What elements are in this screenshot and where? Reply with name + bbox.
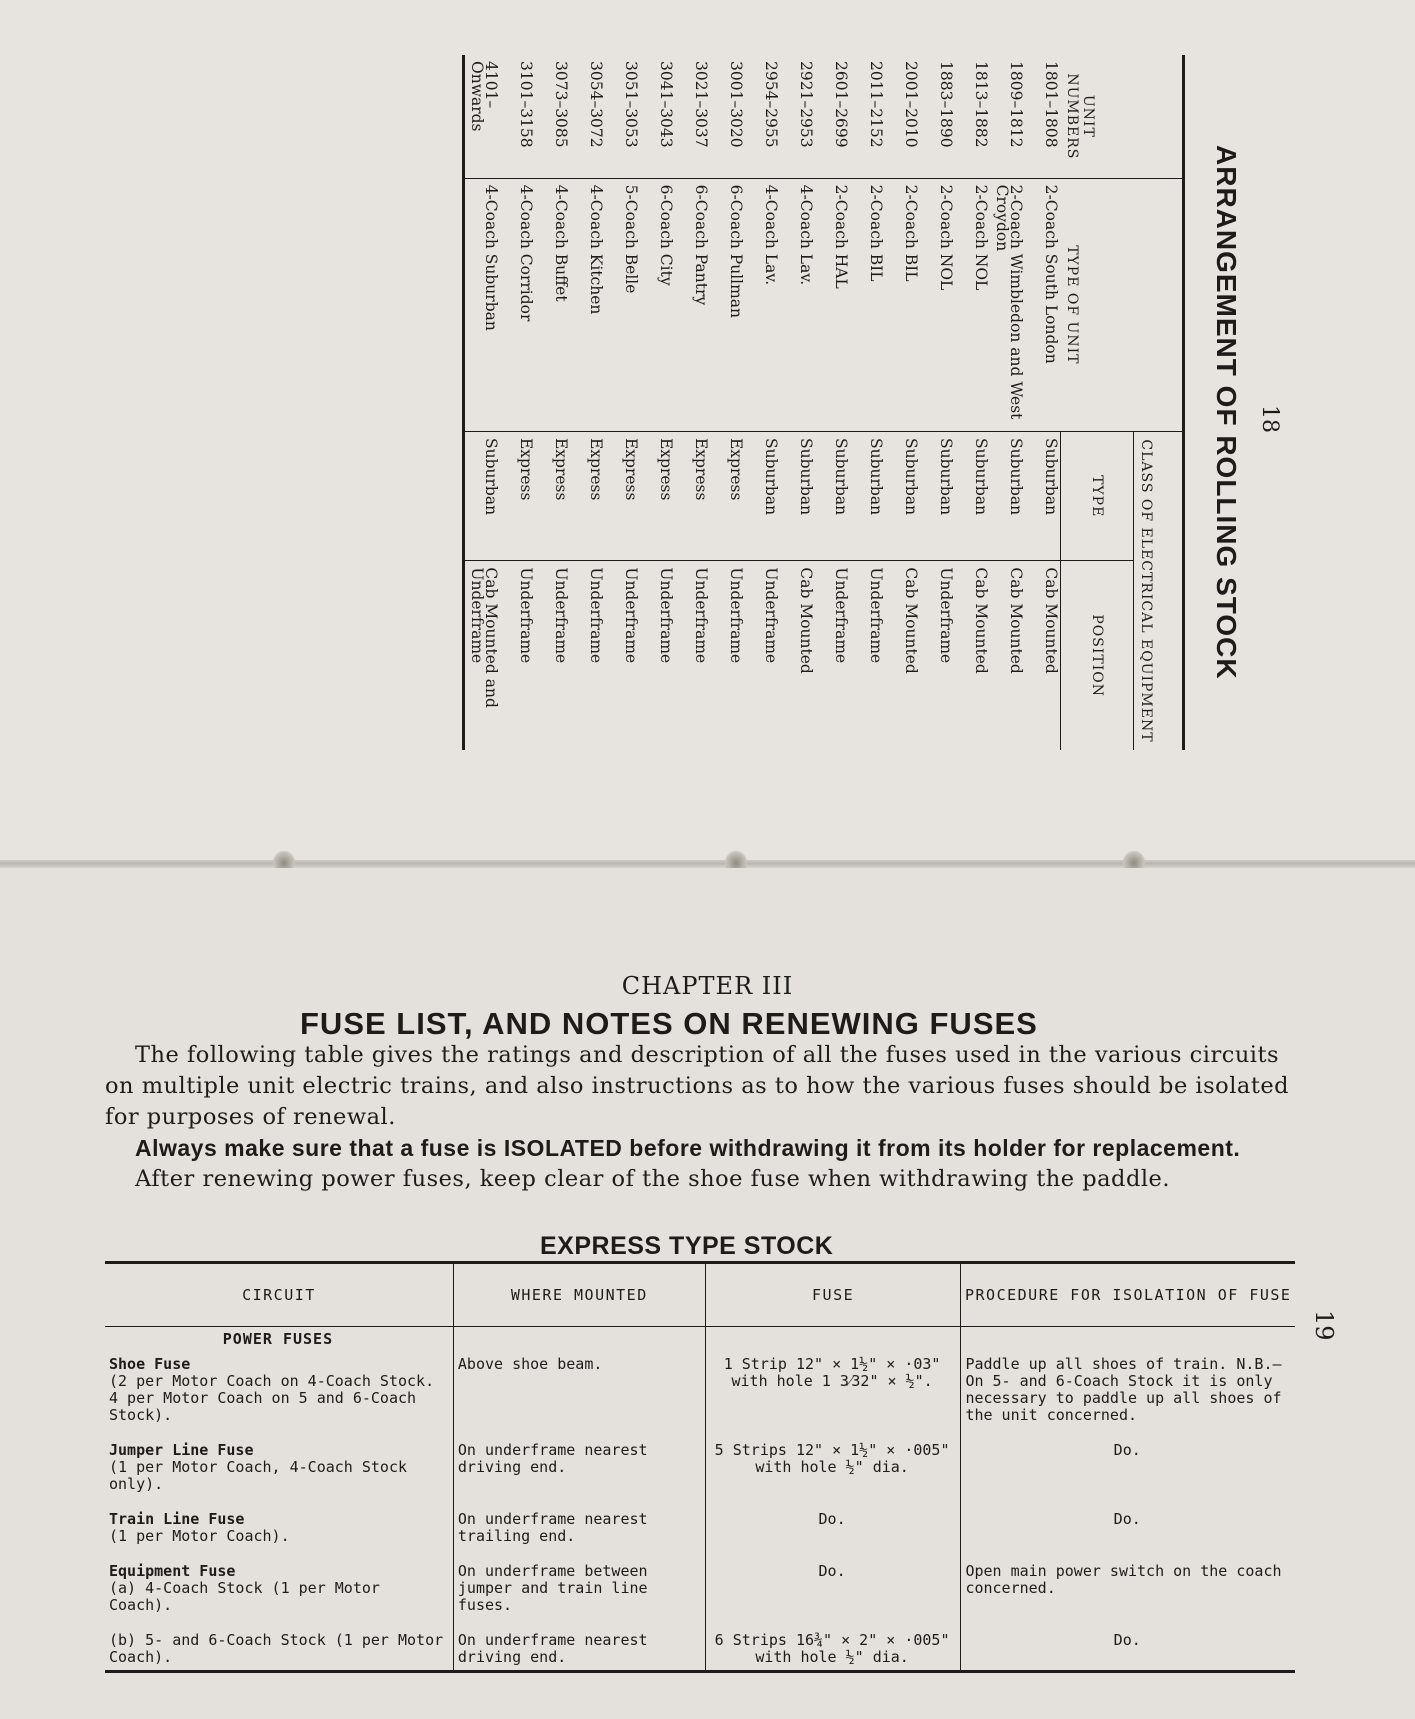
chapter-heading: CHAPTER III — [621, 972, 794, 1000]
circuit-detail: (2 per Motor Coach on 4-Coach Stock. 4 per Motor Coach on 5 and 6-Coach Stock). — [109, 1372, 435, 1424]
table-row — [105, 1618, 1295, 1672]
table-row — [464, 55, 501, 750]
class-type-cell: Suburban — [990, 431, 1025, 560]
class-type-cell: Express — [605, 431, 640, 560]
fuse-cell: 5 Strips 12" × 1½" × ·005" with hole ½" dia. — [705, 1428, 961, 1497]
header-procedure: PROCEDURE FOR ISOLATION OF FUSE — [961, 1263, 1295, 1327]
class-type-cell: Express — [570, 431, 605, 560]
unit-numbers-cell: 1883–1890 — [937, 61, 955, 148]
class-type-cell: Express — [675, 431, 710, 560]
page-fold — [0, 860, 1415, 868]
circuit-name: Train Line Fuse — [109, 1510, 245, 1528]
table-row — [675, 55, 710, 750]
class-type-cell: Suburban — [780, 431, 815, 560]
position-cell: Cab Mounted — [955, 561, 990, 750]
type-of-unit-cell: 6-Coach Pullman — [710, 178, 745, 431]
type-of-unit-cell: 4-Coach Kitchen — [570, 178, 605, 431]
type-of-unit-cell: 2-Coach South London — [1025, 178, 1061, 431]
header-where-mounted: WHERE MOUNTED — [453, 1263, 705, 1327]
circuit-cell — [105, 1618, 453, 1672]
warning-paragraph: Always make sure that a fuse is ISOLATED before withdrawing it from its holder for replacement. — [135, 1135, 1241, 1161]
position-cell: Underframe — [535, 561, 570, 750]
intro-text — [105, 1040, 1295, 1195]
table-row — [920, 55, 955, 750]
position-cell: Underframe — [815, 561, 850, 750]
intro-paragraph: The following table gives the ratings and description of all the fuses used in the various circuits on multiple unit electric trains, and also instructions as to how the various fuses should be isolated for purposes of renewal. — [105, 1042, 1290, 1130]
table-row — [535, 55, 570, 750]
type-of-unit-cell: 2-Coach BIL — [885, 178, 920, 431]
rolling-stock-table — [462, 55, 1185, 750]
position-cell: Underframe — [570, 561, 605, 750]
position-cell: Underframe — [745, 561, 780, 750]
unit-numbers-cell: 2011–2152 — [867, 61, 885, 148]
procedure-cell: Do. — [961, 1618, 1295, 1672]
unit-numbers-cell: 3054–3072 — [587, 61, 605, 148]
unit-numbers-cell: 3021–3037 — [692, 61, 710, 148]
procedure-cell: Do. — [961, 1497, 1295, 1549]
unit-numbers-cell: 3051–3053 — [622, 61, 640, 148]
position-cell: Cab Mounted — [780, 561, 815, 750]
position-cell: Cab Mounted — [1025, 561, 1061, 750]
table-row — [500, 55, 535, 750]
chapter-title: FUSE LIST, AND NOTES ON RENEWING FUSES — [300, 1006, 1038, 1041]
table-row — [850, 55, 885, 750]
header-type: TYPE — [1061, 431, 1134, 560]
class-type-cell: Suburban — [850, 431, 885, 560]
class-type-cell: Express — [710, 431, 745, 560]
header-fuse: FUSE — [705, 1263, 961, 1327]
fuse-cell: Do. — [705, 1497, 961, 1549]
page-title: ARRANGEMENT OF ROLLING STOCK — [1211, 145, 1242, 680]
type-of-unit-cell: 4-Coach Lav. — [780, 178, 815, 431]
position-cell: Cab Mounted — [885, 561, 920, 750]
type-of-unit-cell: 2-Coach Wimbledon and West Croydon — [990, 178, 1025, 431]
table-row — [780, 55, 815, 750]
unit-numbers-cell: 3001–3020 — [727, 61, 745, 148]
class-type-cell: Express — [535, 431, 570, 560]
unit-numbers-cell: 1813–1882 — [972, 61, 990, 148]
section-title: EXPRESS TYPE STOCK — [540, 1232, 834, 1260]
header-class-of-equipment: CLASS OF ELECTRICAL EQUIPMENT — [1134, 431, 1184, 750]
procedure-cell: Open main power switch on the coach concerned. — [961, 1549, 1295, 1618]
unit-numbers-cell: 2001–2010 — [902, 61, 920, 148]
where-mounted-cell: On underframe nearest driving end. — [453, 1618, 705, 1672]
unit-numbers-cell: 3101–3158 — [517, 61, 535, 148]
fuse-cell: Do. — [705, 1549, 961, 1618]
fuse-cell: 6 Strips 16¾" × 2" × ·005" with hole ½" dia. — [705, 1618, 961, 1672]
note-paragraph: After renewing power fuses, keep clear of the shoe fuse when withdrawing the paddle. — [135, 1166, 1171, 1192]
position-cell: Underframe — [675, 561, 710, 750]
class-type-cell: Express — [500, 431, 535, 560]
position-cell: Underframe — [605, 561, 640, 750]
circuit-detail: (1 per Motor Coach, 4-Coach Stock only). — [109, 1458, 408, 1493]
table-row — [745, 55, 780, 750]
type-of-unit-cell: 4-Coach Lav. — [745, 178, 780, 431]
class-type-cell: Suburban — [815, 431, 850, 560]
unit-numbers-cell: 2601–2699 — [832, 61, 850, 148]
type-of-unit-cell: 6-Coach Pantry — [675, 178, 710, 431]
unit-numbers-cell: 1809–1812 — [1007, 61, 1025, 148]
table-row — [885, 55, 920, 750]
circuit-name: Equipment Fuse — [109, 1562, 236, 1580]
table-row — [605, 55, 640, 750]
circuit-detail: (a) 4-Coach Stock (1 per Motor Coach). — [109, 1579, 380, 1614]
position-cell: Underframe — [920, 561, 955, 750]
type-of-unit-cell: 2-Coach NOL — [955, 178, 990, 431]
circuit-cell — [105, 1497, 453, 1549]
table-row — [105, 1428, 1295, 1497]
class-type-cell: Express — [640, 431, 675, 560]
unit-numbers-cell: 2954–2955 — [762, 61, 780, 148]
header-position: POSITION — [1061, 561, 1134, 750]
procedure-cell: Paddle up all shoes of train. N.B.—On 5- and 6-Coach Stock it is only necessary to paddle up all shoes of the unit concerned. — [961, 1352, 1295, 1428]
class-type-cell: Suburban — [745, 431, 780, 560]
header-circuit: CIRCUIT — [105, 1263, 453, 1327]
type-of-unit-cell: 5-Coach Belle — [605, 178, 640, 431]
fuse-table — [105, 1261, 1295, 1673]
type-of-unit-cell: 4-Coach Buffet — [535, 178, 570, 431]
position-cell: Underframe — [850, 561, 885, 750]
type-of-unit-cell: 6-Coach City — [640, 178, 675, 431]
header-unit-numbers: UNIT NUMBERS — [1061, 55, 1184, 178]
class-type-cell: Suburban — [1025, 431, 1061, 560]
position-cell: Underframe — [640, 561, 675, 750]
table-row — [955, 55, 990, 750]
unit-numbers-cell: 1801–1808 — [1042, 61, 1061, 148]
class-type-cell: Suburban — [464, 431, 501, 560]
page-18-content — [400, 0, 1400, 860]
where-mounted-cell: On underframe between jumper and train line fuses. — [453, 1549, 705, 1618]
type-of-unit-cell: 4-Coach Suburban — [464, 178, 501, 431]
table-row — [640, 55, 675, 750]
unit-numbers-cell: 2921–2953 — [797, 61, 815, 148]
type-of-unit-cell: 2-Coach BIL — [850, 178, 885, 431]
table-row — [990, 55, 1025, 750]
table-row — [815, 55, 850, 750]
class-type-cell: Suburban — [920, 431, 955, 560]
circuit-detail: (b) 5- and 6-Coach Stock (1 per Motor Coach). — [109, 1631, 444, 1666]
table-row — [105, 1497, 1295, 1549]
position-cell: Underframe — [710, 561, 745, 750]
class-type-cell: Suburban — [955, 431, 990, 560]
fuse-cell: 1 Strip 12" × 1½" × ·03" with hole 1 3⁄32" × ½". — [705, 1352, 961, 1428]
position-cell: Cab Mounted — [990, 561, 1025, 750]
table-row — [710, 55, 745, 750]
type-of-unit-cell: 2-Coach NOL — [920, 178, 955, 431]
circuit-cell — [105, 1549, 453, 1618]
page-number: 18 — [1257, 405, 1282, 433]
type-of-unit-cell: 4-Coach Corridor — [500, 178, 535, 431]
unit-numbers-cell: 4101–Onwards — [464, 55, 501, 178]
class-type-cell: Suburban — [885, 431, 920, 560]
circuit-cell — [105, 1428, 453, 1497]
where-mounted-cell: Above shoe beam. — [453, 1352, 705, 1428]
table-row — [1025, 55, 1061, 750]
circuit-cell — [105, 1352, 453, 1428]
unit-numbers-cell: 3041–3043 — [657, 61, 675, 148]
group-label: POWER FUSES — [222, 1330, 334, 1348]
page-19 — [0, 868, 1415, 1719]
procedure-cell: Do. — [961, 1428, 1295, 1497]
circuit-name: Jumper Line Fuse — [109, 1441, 254, 1459]
position-cell: Underframe — [500, 561, 535, 750]
where-mounted-cell: On underframe nearest trailing end. — [453, 1497, 705, 1549]
table-row — [105, 1352, 1295, 1428]
table-row — [570, 55, 605, 750]
unit-numbers-cell: 3073–3085 — [552, 61, 570, 148]
page-number: 19 — [1310, 1310, 1338, 1341]
circuit-detail: (1 per Motor Coach). — [109, 1527, 290, 1545]
position-cell: Cab Mounted and Underframe — [464, 561, 501, 750]
circuit-name: Shoe Fuse — [109, 1355, 191, 1373]
type-of-unit-cell: 2-Coach HAL — [815, 178, 850, 431]
header-type-of-unit: TYPE OF UNIT — [1061, 178, 1184, 431]
table-row — [105, 1549, 1295, 1618]
where-mounted-cell: On underframe nearest driving end. — [453, 1428, 705, 1497]
